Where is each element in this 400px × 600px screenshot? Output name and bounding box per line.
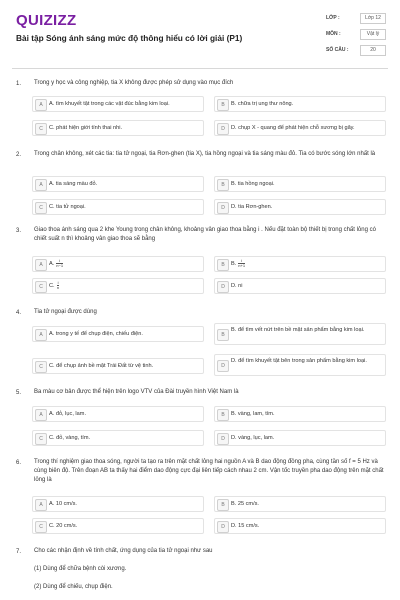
document-header: [0, 0, 400, 70]
option-text: C. phát hiện giới tính thai nhi.: [49, 125, 123, 131]
question-number: 4.: [16, 310, 22, 316]
fraction-numerator: i: [238, 259, 245, 264]
answer-option-b[interactable]: [214, 496, 386, 512]
answer-option-d[interactable]: [214, 430, 386, 446]
option-letter-badge: B: [217, 329, 229, 341]
option-letter-badge: D: [217, 360, 229, 372]
question-text: Tia tử ngoại được dùng: [34, 309, 97, 315]
option-letter-badge: A: [35, 99, 47, 111]
fraction: [238, 259, 245, 268]
answer-option-a[interactable]: [32, 496, 204, 512]
question-count-value: 20: [360, 45, 386, 56]
question-number: 7.: [16, 549, 22, 555]
fraction-denominator: n: [56, 285, 60, 291]
subject-value: Vật lý: [360, 29, 386, 40]
answer-option-a[interactable]: [32, 96, 204, 112]
question-count-label: SỐ CÂU :: [326, 47, 349, 53]
statement-item: (2) Dùng để chiếu, chụp điện.: [34, 584, 113, 590]
option-letter-badge: A: [35, 259, 47, 271]
answer-option-c[interactable]: [32, 278, 204, 294]
option-text: A. trong y tế để chụp điện, chiếu điện.: [49, 331, 143, 337]
subject-label: MÔN :: [326, 31, 341, 37]
option-text: D. để tìm khuyết tật bên trong sản phẩm bằng kim loại.: [231, 358, 367, 364]
option-text: A. đỏ, lục, lam.: [49, 411, 86, 417]
option-text: A. tìm khuyết tật trong các vật đúc bằng kim loại.: [49, 101, 170, 107]
option-letter-badge: A: [35, 329, 47, 341]
answer-option-d[interactable]: [214, 199, 386, 215]
answer-option-a[interactable]: [32, 406, 204, 422]
option-text: B. vàng, lam, tím.: [231, 411, 275, 417]
option-letter-badge: C: [35, 361, 47, 373]
answer-option-b[interactable]: [214, 96, 386, 112]
answer-option-d[interactable]: [214, 518, 386, 534]
answer-option-d[interactable]: [214, 278, 386, 294]
fraction: [57, 281, 60, 290]
question-number: 3.: [16, 228, 22, 234]
option-text: C. 20 cm/s.: [49, 523, 78, 529]
option-letter-badge: B: [217, 179, 229, 191]
option-letter-badge: B: [217, 259, 229, 271]
option-text: [49, 257, 199, 271]
question-text: Giao thoa ánh sáng qua 2 khe Young trong chân không, khoảng vân giao thoa bằng i . Nếu đặt toàn bộ thiết bị trong chất lỏng có chiết suất n thì khoảng vân giao thoa sẽ bằng: [34, 227, 376, 242]
option-letter-badge: C: [35, 281, 47, 293]
option-text: B. tia hồng ngoại.: [231, 181, 275, 187]
option-letter-badge: D: [217, 202, 229, 214]
option-text: D. 15 cm/s.: [231, 523, 260, 529]
fraction-numerator: i: [56, 259, 63, 264]
option-text: C. tia tử ngoại.: [49, 204, 86, 210]
answer-option-c[interactable]: [32, 518, 204, 534]
option-letter-badge: B: [217, 499, 229, 511]
document-title: Bài tập Sóng ánh sáng mức độ thông hiểu có lời giải (P1): [16, 33, 243, 43]
option-letter-badge: B: [217, 409, 229, 421]
option-letter-badge: D: [217, 521, 229, 533]
answer-option-b[interactable]: [214, 323, 386, 345]
question-text: Cho các nhận định về tính chất, ứng dụng của tia tử ngoại như sau: [34, 548, 213, 554]
option-text: D. ni: [231, 283, 243, 289]
answer-option-a[interactable]: [32, 176, 204, 192]
question-text: Trong thí nghiệm giao thoa sóng, người ta tạo ra trên mặt chất lỏng hai nguồn A và B dao động đồng pha, cùng tần số f = 5 Hz và cùng biên độ. Trên đoạn AB ta thấy hai điểm dao động cực đại liên tiếp cách nhau 2 cm. Vận tốc truyền pha dao động trên mặt chất lỏng là: [34, 459, 384, 483]
answer-option-b[interactable]: [214, 256, 386, 272]
question-number: 1.: [16, 81, 22, 87]
answer-option-b[interactable]: [214, 176, 386, 192]
answer-option-d[interactable]: [214, 120, 386, 136]
question-number: 5.: [16, 390, 22, 396]
quizizz-logo: QUIZIZZ: [16, 12, 77, 29]
option-letter-badge: C: [35, 202, 47, 214]
option-text: B. 25 cm/s.: [231, 501, 259, 507]
answer-option-c[interactable]: [32, 199, 204, 215]
question-number: 2.: [16, 152, 22, 158]
option-letter-badge: C: [35, 521, 47, 533]
option-letter-badge: B: [217, 99, 229, 111]
option-prefix: C.: [49, 283, 55, 289]
fraction-denominator: n+1: [238, 263, 246, 269]
question-text: Trong y học và công nghiệp, tia X không được phép sử dụng vào mục đích: [34, 80, 234, 86]
option-text: A. tia sáng màu đỏ.: [49, 181, 98, 187]
answer-option-c[interactable]: [32, 120, 204, 136]
option-text: C. để chụp ảnh bề mặt Trái Đất từ vệ tinh.: [49, 363, 154, 369]
option-letter-badge: A: [35, 409, 47, 421]
statement-item: (1) Dùng để chữa bệnh còi xương.: [34, 566, 127, 572]
answer-option-b[interactable]: [214, 406, 386, 422]
option-text: D. vàng, lục, lam.: [231, 435, 275, 441]
class-label: LỚP :: [326, 15, 340, 21]
option-text: C. đỏ, vàng, tím.: [49, 435, 91, 441]
answer-option-c[interactable]: [32, 430, 204, 446]
header-divider: [12, 68, 388, 69]
fraction-numerator: i: [57, 280, 59, 286]
option-text: D. tia Rơn-ghen.: [231, 204, 273, 210]
fraction: [56, 259, 63, 268]
option-text: B. để tìm vết nứt trên bề mặt sản phẩm bằng kim loại.: [231, 327, 365, 333]
answer-option-a[interactable]: [32, 326, 204, 342]
option-text: B. chữa trị ung thư nông.: [231, 101, 294, 107]
option-letter-badge: A: [35, 179, 47, 191]
class-value: Lớp 12: [360, 13, 386, 24]
answer-option-a[interactable]: [32, 256, 204, 272]
option-text: A. 10 cm/s.: [49, 501, 77, 507]
option-text: [231, 257, 381, 271]
option-letter-badge: D: [217, 281, 229, 293]
option-text: [49, 279, 199, 293]
option-text: D. chụp X - quang để phát hiện chỗ xương bị gãy.: [231, 125, 355, 131]
option-letter-badge: C: [35, 123, 47, 135]
question-text: Ba màu cơ bản được thể hiện trên logo VTV của Đài truyền hình Việt Nam là: [34, 389, 239, 395]
question-number: 6.: [16, 460, 22, 466]
option-letter-badge: A: [35, 499, 47, 511]
option-prefix: B.: [231, 261, 237, 267]
answer-option-c[interactable]: [32, 358, 204, 374]
fraction-denominator: n−1: [56, 263, 64, 269]
option-letter-badge: D: [217, 123, 229, 135]
option-letter-badge: D: [217, 433, 229, 445]
option-prefix: A.: [49, 261, 55, 267]
option-letter-badge: C: [35, 433, 47, 445]
question-text: Trong chân không, xét các tia: tia tử ngoại, tia Rơn-ghen (tia X), tia hồng ngoại và tia sáng màu đỏ. Tia có bước sóng lớn nhất là: [34, 151, 376, 157]
answer-option-d[interactable]: [214, 354, 386, 376]
